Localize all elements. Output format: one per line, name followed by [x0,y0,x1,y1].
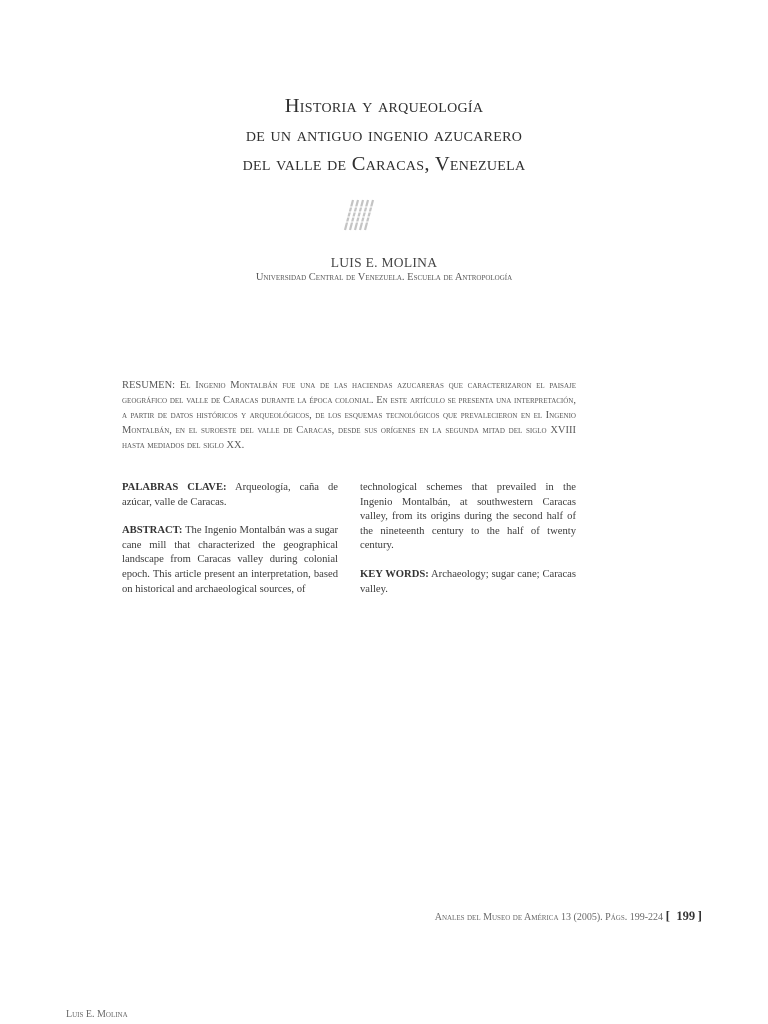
key-words-text: Archaeology; sugar cane; Caracas valley. [360,568,576,595]
palabras-clave-label: PALABRAS CLAVE: [122,482,227,493]
article-title [0,92,768,179]
abstract-continuation [360,481,576,554]
hatch-ornament-icon [340,198,376,232]
title-line-2: de un antiguo ingenio azucarero [245,124,523,146]
resumen-label: RESUMEN: [122,380,176,391]
key-words-paragraph [360,568,576,597]
title-line-3: del valle de Caracas, Venezuela [242,153,526,175]
abstract-paragraph [122,524,338,597]
page-number: 199 [676,909,696,923]
left-column [122,481,338,611]
author-name: LUIS E. MOLINA [330,255,438,270]
resumen-block [122,378,576,453]
title-line-1: Historia y arqueología [284,95,484,117]
author-affiliation: Universidad Central de Venezuela. Escuela de Antropología [255,272,513,283]
journal-footer [435,908,702,924]
right-column [360,481,576,611]
journal-reference: Anales del Museo de América 13 (2005). Págs. 199-224 [434,912,664,923]
key-words-label: KEY WORDS: [360,568,429,580]
palabras-clave-paragraph [122,481,338,510]
resumen-text: El Ingenio Montalbán fue una de las haciendas azucareras que caracterizaron el paisaje geográfico del valle de Caracas durante la época colonial. En este artículo se presenta una interpretación, a partir de datos históricos y arqueológicos, de los esquemas tecnológicos que prevalecieron en el Ingenio Montalbán, en el suroeste del valle de Caracas, desde sus orígenes en la segunda mitad del siglo XVIII hasta mediados del siglo XX. [122,380,577,451]
abstract-text-part1: The Ingenio Montalbán was a sugar cane mill that characterized the geographical landscape from Caracas valley during colonial epoch. This article present an interpretation, based on historical and archaeological sources, of [122,525,338,595]
abstract-text-part2: technological schemes that prevailed in the Ingenio Montalbán, at southwestern Caracas valley, from its origins during the second half of the nineteenth century to the half of twenty century. [360,482,576,552]
palabras-clave-text: Arqueología, caña de azúcar, valle de Caracas. [122,482,338,508]
abstract-label: ABSTRACT: [122,525,183,537]
running-head: Luis E. Molina [66,1009,128,1020]
bracket-close: ] [697,908,702,923]
bracket-open: [ [665,908,670,923]
